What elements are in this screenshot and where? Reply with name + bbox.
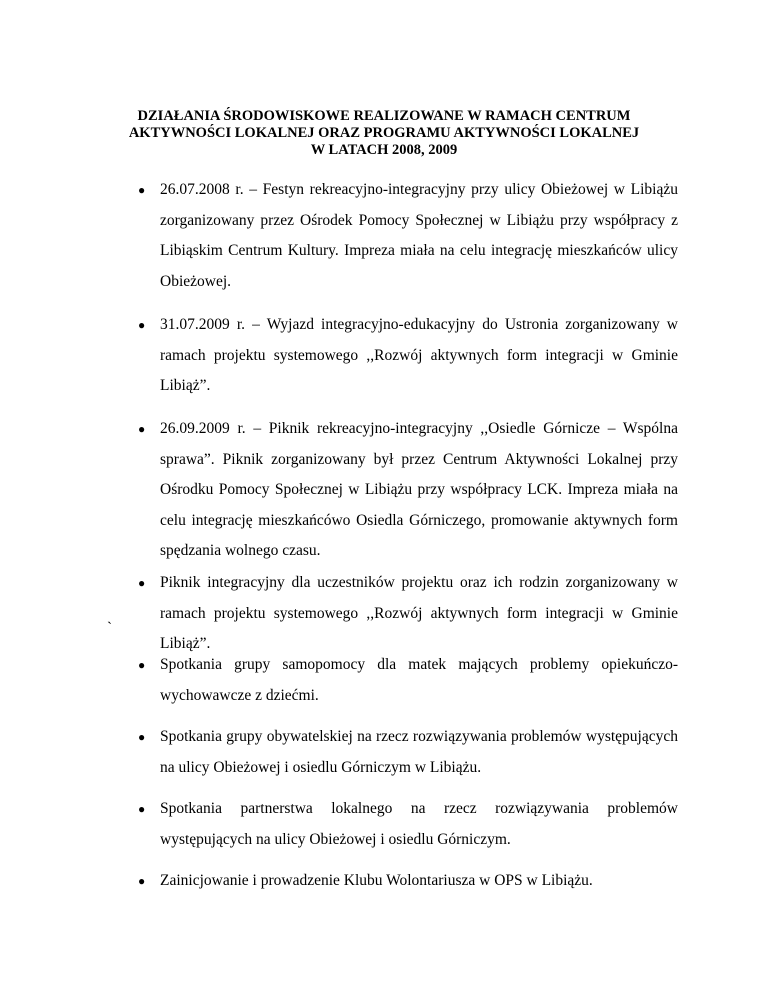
list-item-text: Spotkania grupy samopomocy dla matek mających problemy opiekuńczo-wychowawcze z dziećmi. bbox=[160, 656, 678, 704]
bullet-icon: ● bbox=[138, 576, 146, 590]
list-item-klub-wolontariusza bbox=[138, 866, 678, 897]
list-item-wyjazd-ustron bbox=[138, 310, 678, 402]
bullet-icon: ● bbox=[138, 730, 146, 744]
title-line-3: W LATACH 2008, 2009 bbox=[310, 142, 458, 158]
list-item-partnerstwo-lokalne bbox=[138, 794, 678, 855]
bullet-icon: ● bbox=[138, 658, 146, 672]
list-item-grupa-samopomocy bbox=[138, 650, 678, 711]
title-line-1: DZIAŁANIA ŚRODOWISKOWE REALIZOWANE W RAMACH CENTRUM bbox=[137, 108, 631, 124]
title-line-2: AKTYWNOŚCI LOKALNEJ ORAZ PROGRAMU AKTYWNOŚCI LOKALNEJ bbox=[128, 125, 640, 141]
stray-mark: ` bbox=[107, 620, 112, 636]
list-item-festyn-2008 bbox=[138, 175, 678, 297]
document-title bbox=[100, 108, 668, 159]
bullet-icon: ● bbox=[138, 422, 146, 436]
list-item-text: Spotkania partnerstwa lokalnego na rzecz rozwiązywania problemów występujących na ulicy Obieżowej i osiedlu Górniczym. bbox=[160, 800, 678, 848]
list-item-text: Spotkania grupy obywatelskiej na rzecz rozwiązywania problemów występujących na ulicy Obieżowej i osiedlu Górniczym w Libiążu. bbox=[160, 728, 678, 776]
bullet-icon: ● bbox=[138, 874, 146, 888]
list-item-piknik-projekt bbox=[138, 568, 678, 660]
list-item-text: 31.07.2009 r. – Wyjazd integracyjno-edukacyjny do Ustronia zorganizowany w ramach projektu systemowego ,,Rozwój aktywnych form integracji w Gminie Libiąż”. bbox=[160, 316, 678, 394]
bullet-icon: ● bbox=[138, 802, 146, 816]
list-item-text: 26.09.2009 r. – Piknik rekreacyjno-integracyjny ,,Osiedle Górnicze – Wspólna sprawa”. Piknik zorganizowany był przez Centrum Aktywności Lokalnej przy Ośrodku Pomocy Społecznej w Libiążu przy współpracy LCK. Impreza miała na celu integrację mieszkańcówo Osiedla Górniczego, promowanie aktywnych form spędzania wolnego czasu. bbox=[160, 420, 678, 559]
list-item-text: Piknik integracyjny dla uczestników projektu oraz ich rodzin zorganizowany w ramach projektu systemowego ,,Rozwój aktywnych form integracji w Gminie Libiąż”. bbox=[160, 574, 678, 652]
bullet-icon: ● bbox=[138, 183, 146, 197]
list-item-text: 26.07.2008 r. – Festyn rekreacyjno-integracyjny przy ulicy Obieżowej w Libiążu zorganizowany przez Ośrodek Pomocy Społecznej w Libiążu przy współpracy z Libiąskim Centrum Kultury. Impreza miała na celu integrację mieszkańców ulicy Obieżowej. bbox=[160, 181, 678, 290]
bullet-icon: ● bbox=[138, 318, 146, 332]
list-item-grupa-obywatelska bbox=[138, 722, 678, 783]
list-item-piknik-osiedle bbox=[138, 414, 678, 567]
list-item-text: Zainicjowanie i prowadzenie Klubu Wolontariusza w OPS w Libiążu. bbox=[160, 872, 593, 889]
